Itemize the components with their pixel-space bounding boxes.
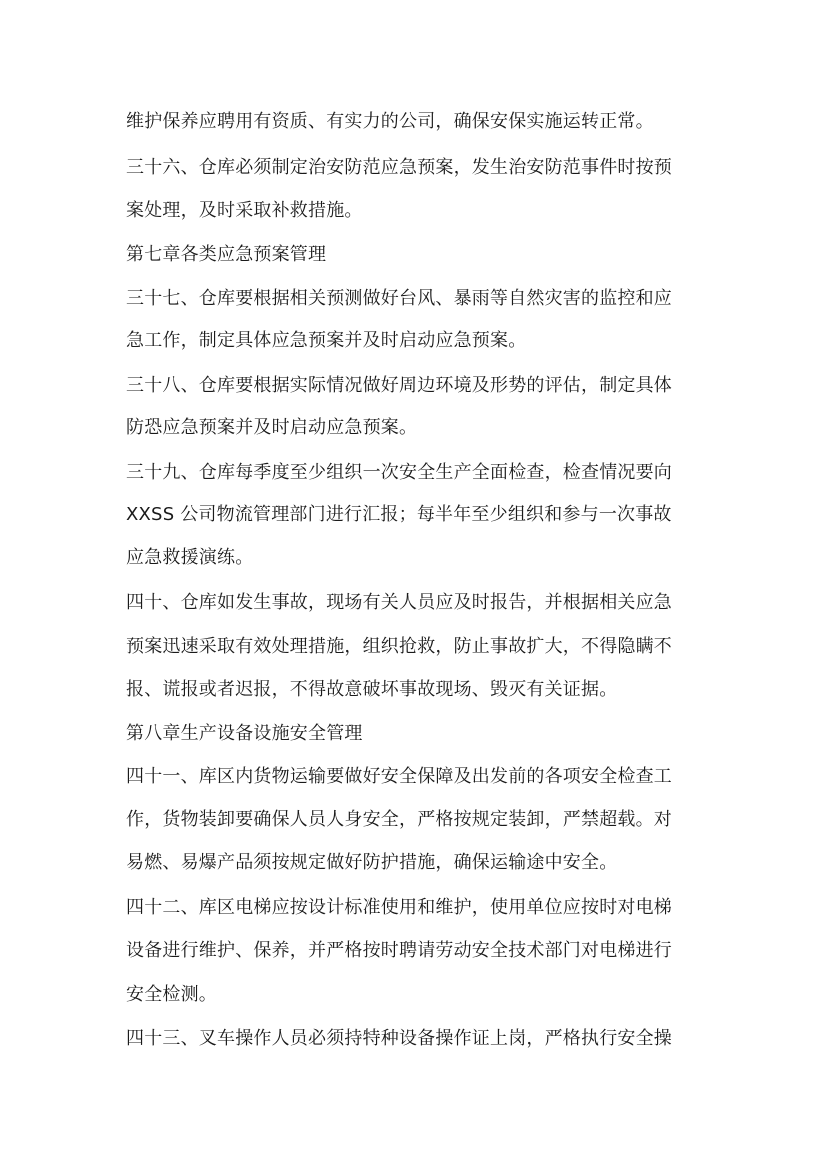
text-line: 三十六、仓库必须制定治安防范应急预案，发生治安防范事件时按预 bbox=[126, 157, 672, 178]
text-line: 易燃、易爆产品须按规定做好防护措施，确保运输途中安全。 bbox=[126, 852, 618, 873]
text-line: 四十一、库区内货物运输要做好安全保障及出发前的各项安全检查工 bbox=[126, 766, 672, 787]
text-line: 三十八、仓库要根据实际情况做好周边环境及形势的评估，制定具体 bbox=[126, 375, 672, 396]
text-line: 应急救援演练。 bbox=[126, 547, 254, 568]
text-line: 安全检测。 bbox=[126, 984, 217, 1005]
text-line: 急工作，制定具体应急预案并及时启动应急预案。 bbox=[126, 330, 527, 351]
text-line: 防恐应急预案并及时启动应急预案。 bbox=[126, 417, 418, 438]
text-line: 报、谎报或者迟报，不得故意破坏事故现场、毁灭有关证据。 bbox=[126, 679, 618, 700]
text-line: 设备进行维护、保养，并严格按时聘请劳动安全技术部门对电梯进行 bbox=[126, 940, 672, 961]
text-line: 四十、仓库如发生事故，现场有关人员应及时报告，并根据相关应急 bbox=[126, 592, 672, 613]
chapter-heading: 第七章各类应急预案管理 bbox=[126, 244, 327, 265]
text-line: 三十九、仓库每季度至少组织一次安全生产全面检查，检查情况要向 bbox=[126, 462, 672, 483]
text-line: 案处理，及时采取补救措施。 bbox=[126, 200, 363, 221]
text-line: XXSS 公司物流管理部门进行汇报；每半年至少组织和参与一次事故 bbox=[126, 504, 672, 525]
text-line: 四十二、库区电梯应按设计标准使用和维护，使用单位应按时对电梯 bbox=[126, 897, 672, 918]
text-line: 三十七、仓库要根据相关预测做好台风、暴雨等自然灾害的监控和应 bbox=[126, 288, 672, 309]
text-line: 维护保养应聘用有资质、有实力的公司，确保安保实施运转正常。 bbox=[126, 111, 654, 132]
chapter-heading: 第八章生产设备设施安全管理 bbox=[126, 723, 363, 744]
text-line: 预案迅速采取有效处理措施，组织抢救，防止事故扩大，不得隐瞒不 bbox=[126, 636, 672, 657]
text-line: 四十三、叉车操作人员必须持特种设备操作证上岗，严格执行安全操 bbox=[126, 1028, 672, 1049]
text-line: 作，货物装卸要确保人员人身安全，严格按规定装卸，严禁超载。对 bbox=[126, 809, 672, 830]
